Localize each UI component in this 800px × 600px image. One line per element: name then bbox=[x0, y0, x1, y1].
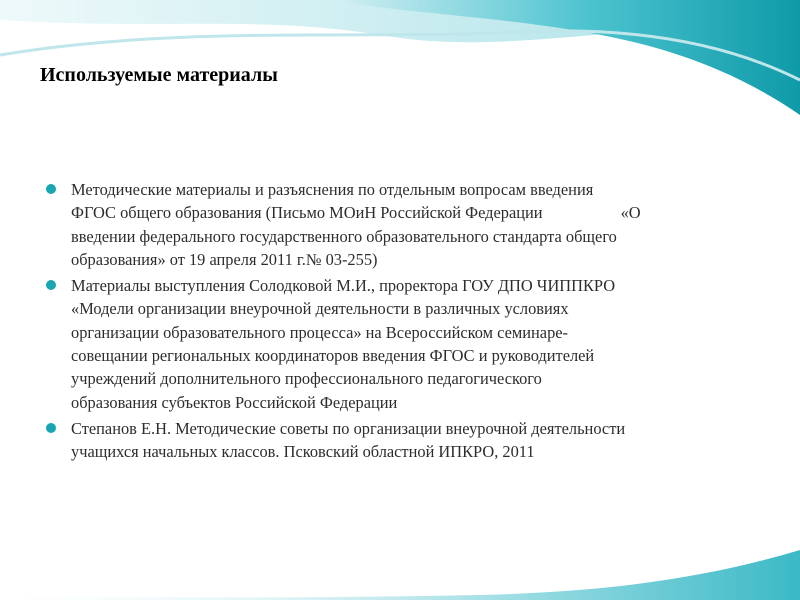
bullet-line-text: ФГОС общего образования (Письмо МОиН Российской Федерации bbox=[71, 203, 543, 223]
bullet-line: учреждений дополнительного профессионального педагогического bbox=[71, 369, 542, 389]
bullet-line: образования субъектов Российской Федерации bbox=[71, 392, 398, 412]
bullet-line: совещании региональных координаторов введения ФГОС и руководителей bbox=[71, 346, 595, 366]
bullet-item bbox=[46, 417, 766, 464]
bullet-dot-icon bbox=[46, 280, 56, 290]
bottom-wave-decoration bbox=[0, 540, 800, 600]
bullet-line: «Модели организации внеурочной деятельности в различных условиях bbox=[71, 299, 569, 319]
bullet-line-tail: «О bbox=[620, 203, 641, 223]
bullet-list bbox=[46, 178, 766, 467]
bullet-item bbox=[46, 178, 766, 271]
bullet-line: Методические материалы и разъяснения по отдельным вопросам введения bbox=[71, 180, 594, 199]
bullet-line: учащихся начальных классов. Псковский областной ИПКРО, 2011 bbox=[71, 442, 535, 462]
bullet-dot-icon bbox=[46, 423, 56, 433]
bullet-dot-icon bbox=[46, 184, 56, 194]
bullet-item bbox=[46, 274, 766, 414]
bullet-line: введении федерального государственного образовательного стандарта общего bbox=[71, 226, 617, 246]
bullet-line: образования» от 19 апреля 2011 г.№ 03-255) bbox=[71, 249, 378, 269]
bullet-line: Степанов Е.Н. Методические советы по организации внеурочной деятельности bbox=[71, 418, 626, 438]
bullet-line: Материалы выступления Солодковой М.И., проректора ГОУ ДПО ЧИППКРО bbox=[71, 276, 616, 296]
bullet-line: организации образовательного процесса» на Всероссийском семинаре- bbox=[71, 322, 568, 342]
slide-title: Используемые материалы bbox=[40, 64, 278, 86]
bullet-line bbox=[71, 201, 766, 224]
